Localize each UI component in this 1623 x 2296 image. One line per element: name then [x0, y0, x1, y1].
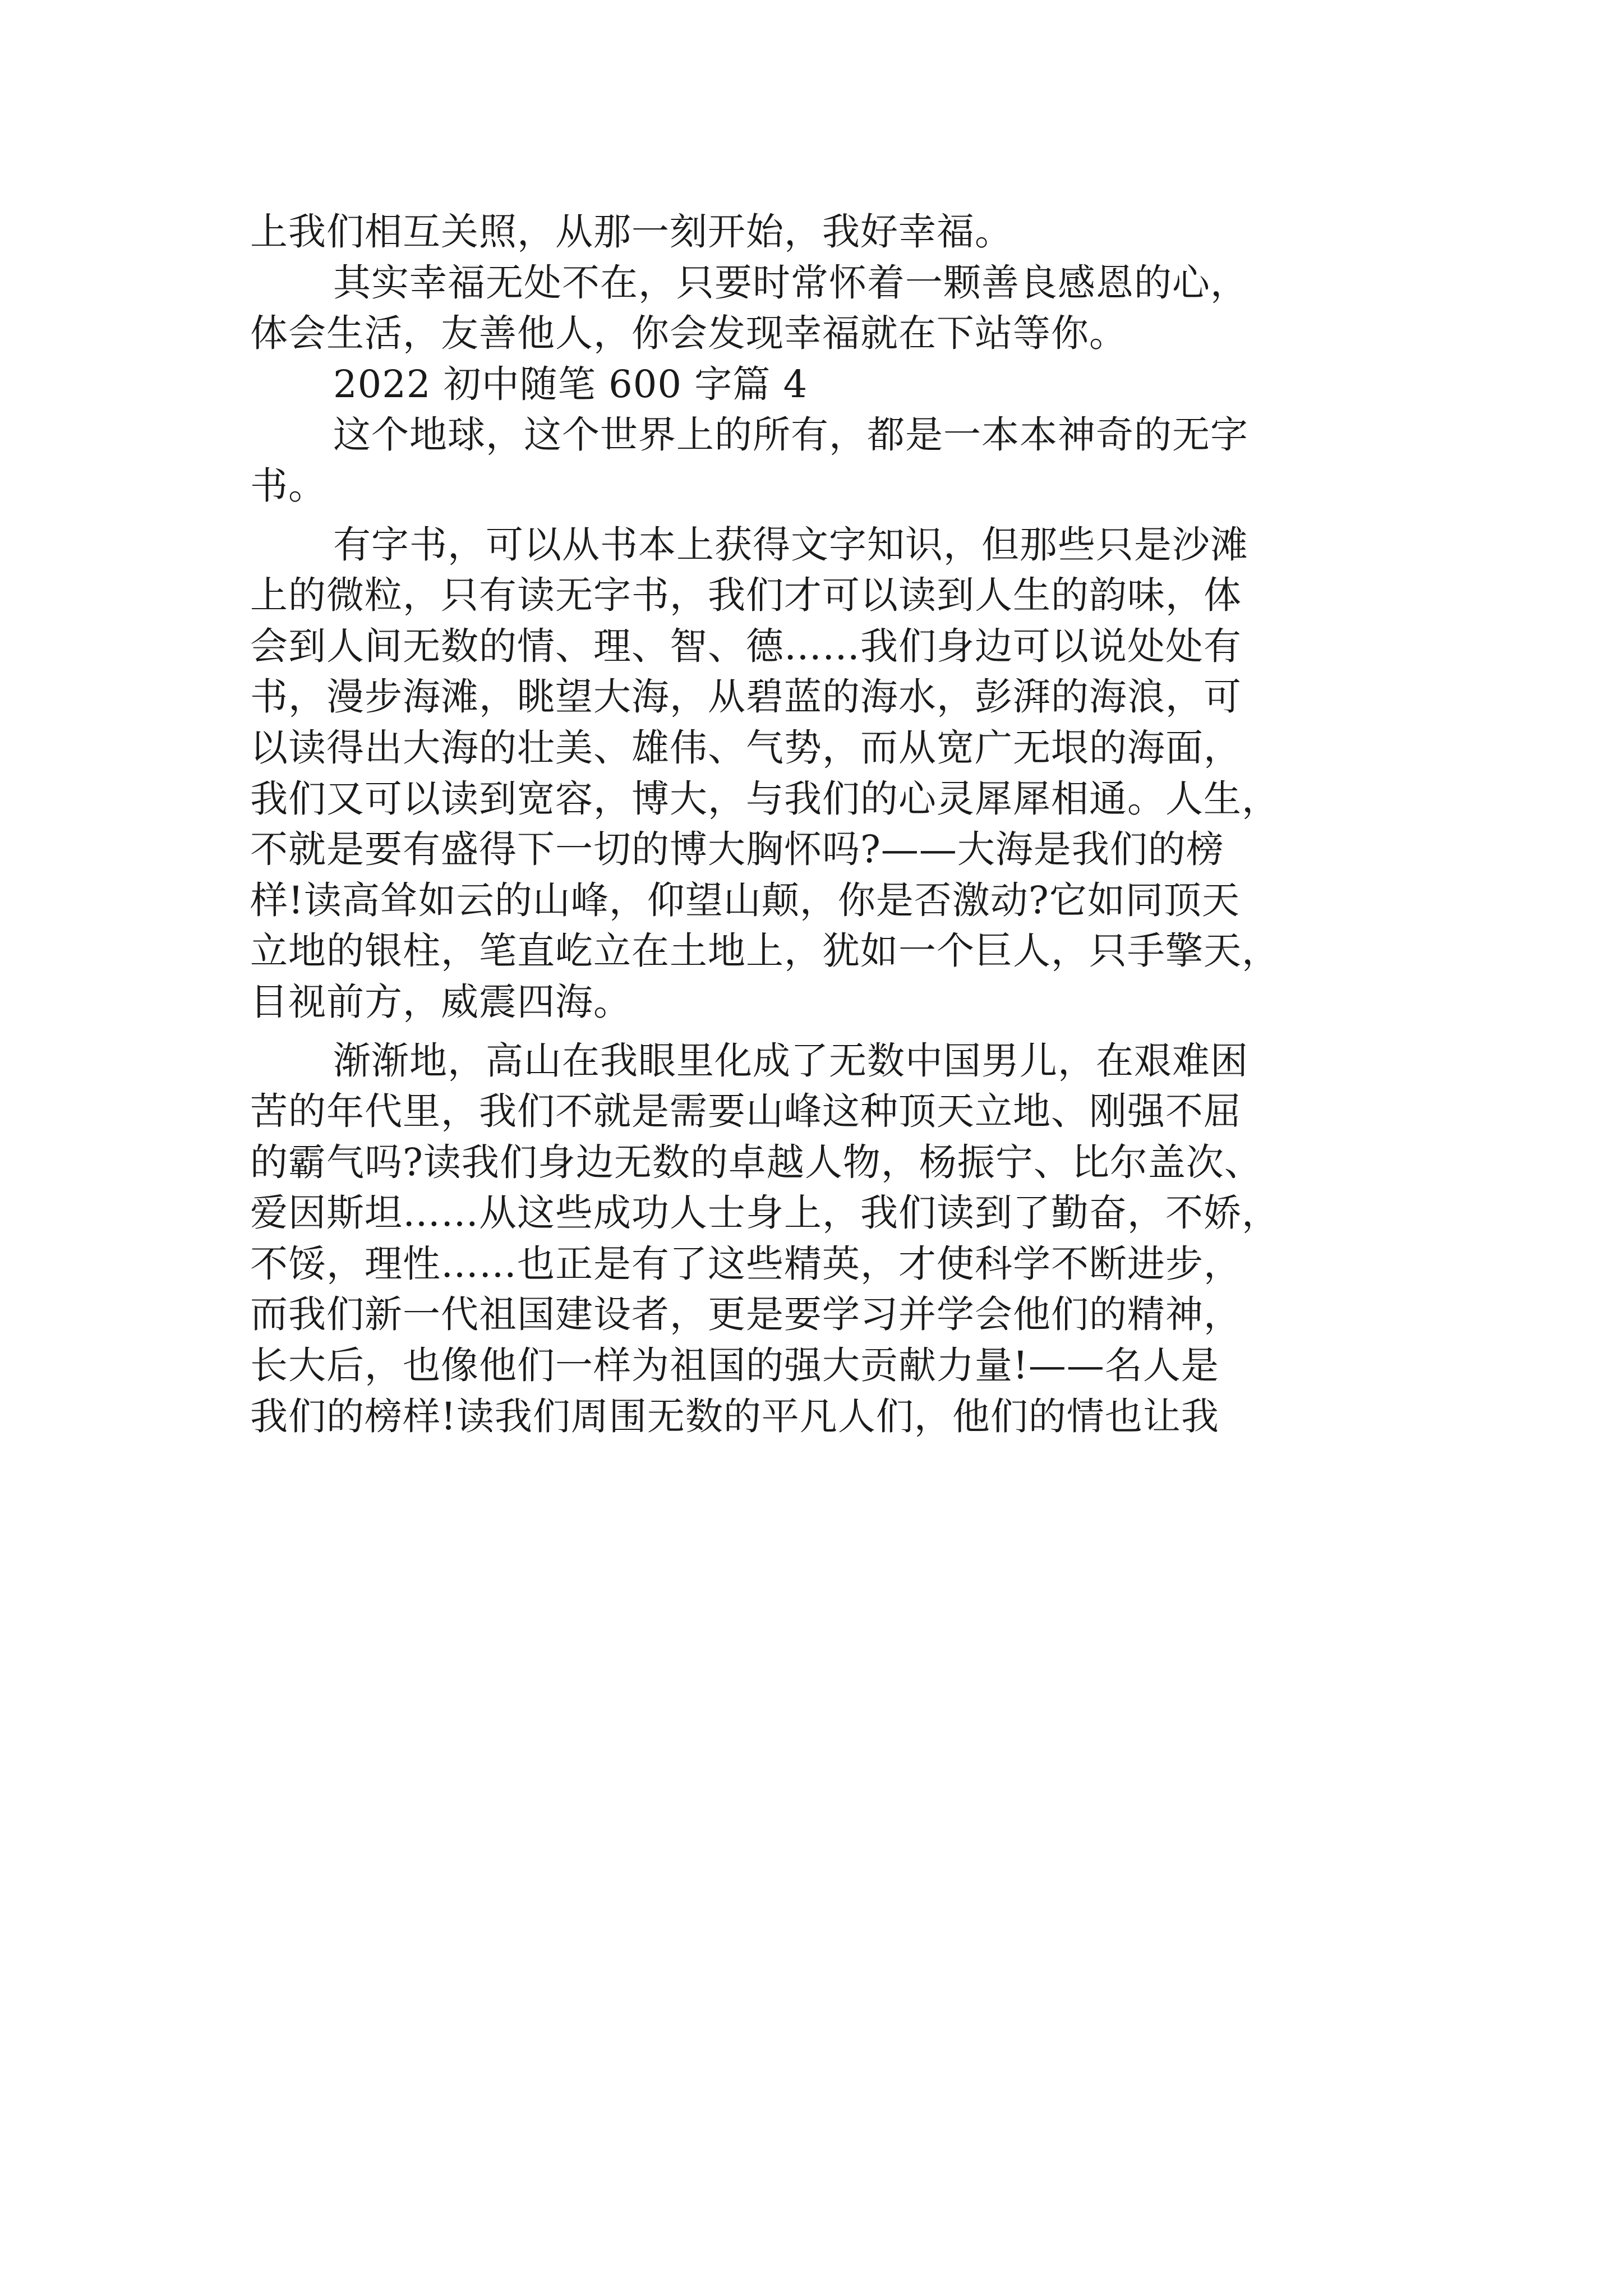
- text-line: 不馁，理性……也正是有了这些精英，才使科学不断进步，: [250, 1241, 1242, 1286]
- text-line: 的霸气吗?读我们身边无数的卓越人物，杨振宁、比尔盖次、: [250, 1140, 1262, 1184]
- paragraph: [250, 409, 1394, 511]
- text-line: 样!读高耸如云的山峰，仰望山颠，你是否激动?它如同顶天: [250, 878, 1240, 922]
- text-line: 体会生活，友善他人，你会发现幸福就在下站等你。: [250, 311, 1127, 356]
- text-line: 我们又可以读到宽容，博大，与我们的心灵犀犀相通。人生，: [250, 776, 1280, 821]
- text-line: 苦的年代里，我们不就是需要山峰这种顶天立地、刚强不屈: [250, 1089, 1242, 1134]
- text-line: 而我们新一代祖国建设者，更是要学习并学会他们的精神，: [250, 1292, 1242, 1337]
- text-line: 书。: [250, 463, 326, 508]
- text-line: 2022 初中随笔 600 字篇 4: [333, 362, 808, 406]
- text-line: 这个地球，这个世界上的所有，都是一本本神奇的无字: [333, 413, 1248, 457]
- text-line: 以读得出大海的壮美、雄伟、气势，而从宽广无垠的海面，: [250, 725, 1242, 770]
- paragraph: [250, 1036, 1394, 1442]
- text-line: 长大后，也像他们一样为祖国的强大贡献力量!——名人是: [250, 1343, 1219, 1388]
- paragraph: [250, 257, 1394, 359]
- text-line: 不就是要有盛得下一切的博大胸怀吗?——大海是我们的榜: [250, 827, 1224, 872]
- text-line: 其实幸福无处不在，只要时常怀着一颗善良感恩的心，: [333, 260, 1248, 305]
- text-line: 目视前方，威震四海。: [250, 979, 631, 1024]
- text-line: 立地的银柱，笔直屹立在土地上，犹如一个巨人，只手擎天，: [250, 929, 1280, 973]
- text-line: 会到人间无数的情、理、智、德……我们身边可以说处处有: [250, 624, 1242, 668]
- text-line: 我们的榜样!读我们周围无数的平凡人们，他们的情也让我: [250, 1394, 1219, 1438]
- text-line: 上我们相互关照，从那一刻开始，我好幸福。: [250, 210, 1013, 254]
- text-line: 书，漫步海滩，眺望大海，从碧蓝的海水，彭湃的海浪，可: [250, 675, 1242, 719]
- paragraph: [250, 519, 1394, 1028]
- paragraph: [250, 206, 1394, 257]
- text-line: 上的微粒，只有读无字书，我们才可以读到人生的韵味，体: [250, 573, 1242, 618]
- document-body: [250, 206, 1394, 1442]
- section-heading: [250, 359, 1394, 410]
- text-line: 爱因斯坦……从这些成功人士身上，我们读到了勤奋，不娇，: [250, 1191, 1280, 1235]
- text-line: 渐渐地，高山在我眼里化成了无数中国男儿，在艰难困: [333, 1038, 1248, 1083]
- text-line: 有字书，可以从书本上获得文字知识，但那些只是沙滩: [333, 522, 1248, 567]
